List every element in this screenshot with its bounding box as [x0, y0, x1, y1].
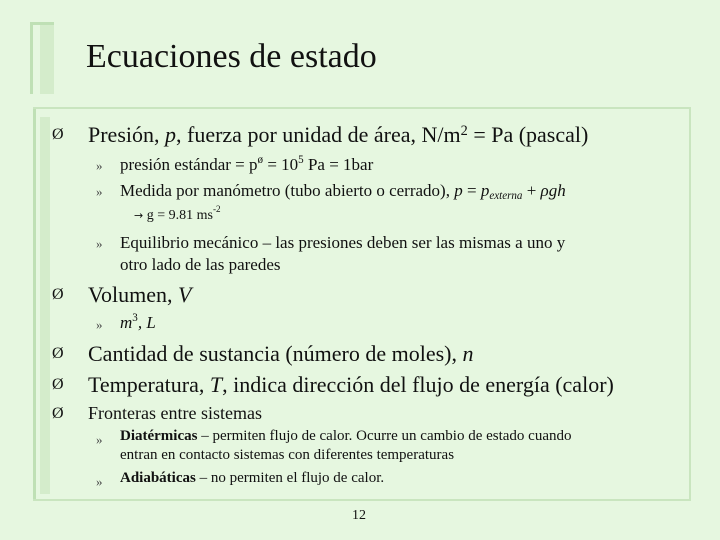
bullet-marker: Ø	[52, 376, 64, 393]
bullet-presion: Presión, p, fuerza por unidad de área, $N/m^2 = Pa$ (pascal)	[88, 122, 589, 147]
page-number: 12	[352, 508, 366, 523]
bullet-marker: Ø	[52, 405, 64, 422]
sub-item-volume-units: $m^3$, L	[120, 312, 156, 332]
frame-line-outer	[30, 22, 33, 94]
sub-item-diatermicas-line2: entran en contacto sistemas con diferentes temperaturas	[120, 447, 455, 463]
bullet-marker: Ø	[52, 126, 64, 143]
slide-title: Ecuaciones de estado	[86, 38, 377, 75]
sub-bullet-marker: »	[96, 432, 103, 447]
sub-item-equilibrio-line1: Equilibrio mecánico – las presiones deben ser las mismas a uno y	[120, 233, 566, 252]
sub-item-manometro: Medida por manómetro (tubo abierto o cerrado), $p = p_{externa} + \rho gh$	[120, 181, 566, 202]
arrow-icon: →	[134, 209, 144, 222]
sub-item-adiabaticas: Adiabáticas – no permiten el flujo de calor.	[120, 470, 385, 486]
bullet-temperatura: Temperatura, T, indica dirección del flujo de energía (calor)	[88, 372, 614, 397]
bullet-marker: Ø	[52, 286, 64, 303]
sub-sub-item-gravity: → g = 9.81 $ms^{-2}$	[134, 204, 221, 223]
sub-bullet-marker: »	[96, 317, 103, 332]
sub-item-presion-estandar: presión estándar = $p^ø = 10^5$ Pa = 1bar	[120, 154, 374, 174]
sub-bullet-marker: »	[96, 158, 103, 173]
sub-item-equilibrio-line2: otro lado de las paredes	[120, 255, 281, 274]
bullet-volumen: Volumen, V	[88, 282, 192, 307]
sub-item-diatermicas-line1: Diatérmicas – permiten flujo de calor. Ocurre un cambio de estado cuando	[120, 428, 572, 444]
bullet-cantidad: Cantidad de sustancia (número de moles), n	[88, 341, 474, 366]
frame-line-inner	[40, 22, 54, 94]
sub-bullet-marker: »	[96, 184, 103, 199]
bullet-marker: Ø	[52, 345, 64, 362]
frame-line-top	[30, 22, 54, 25]
bullet-fronteras: Fronteras entre sistemas	[88, 403, 262, 423]
sub-bullet-marker: »	[96, 236, 103, 251]
sub-bullet-marker: »	[96, 474, 103, 489]
